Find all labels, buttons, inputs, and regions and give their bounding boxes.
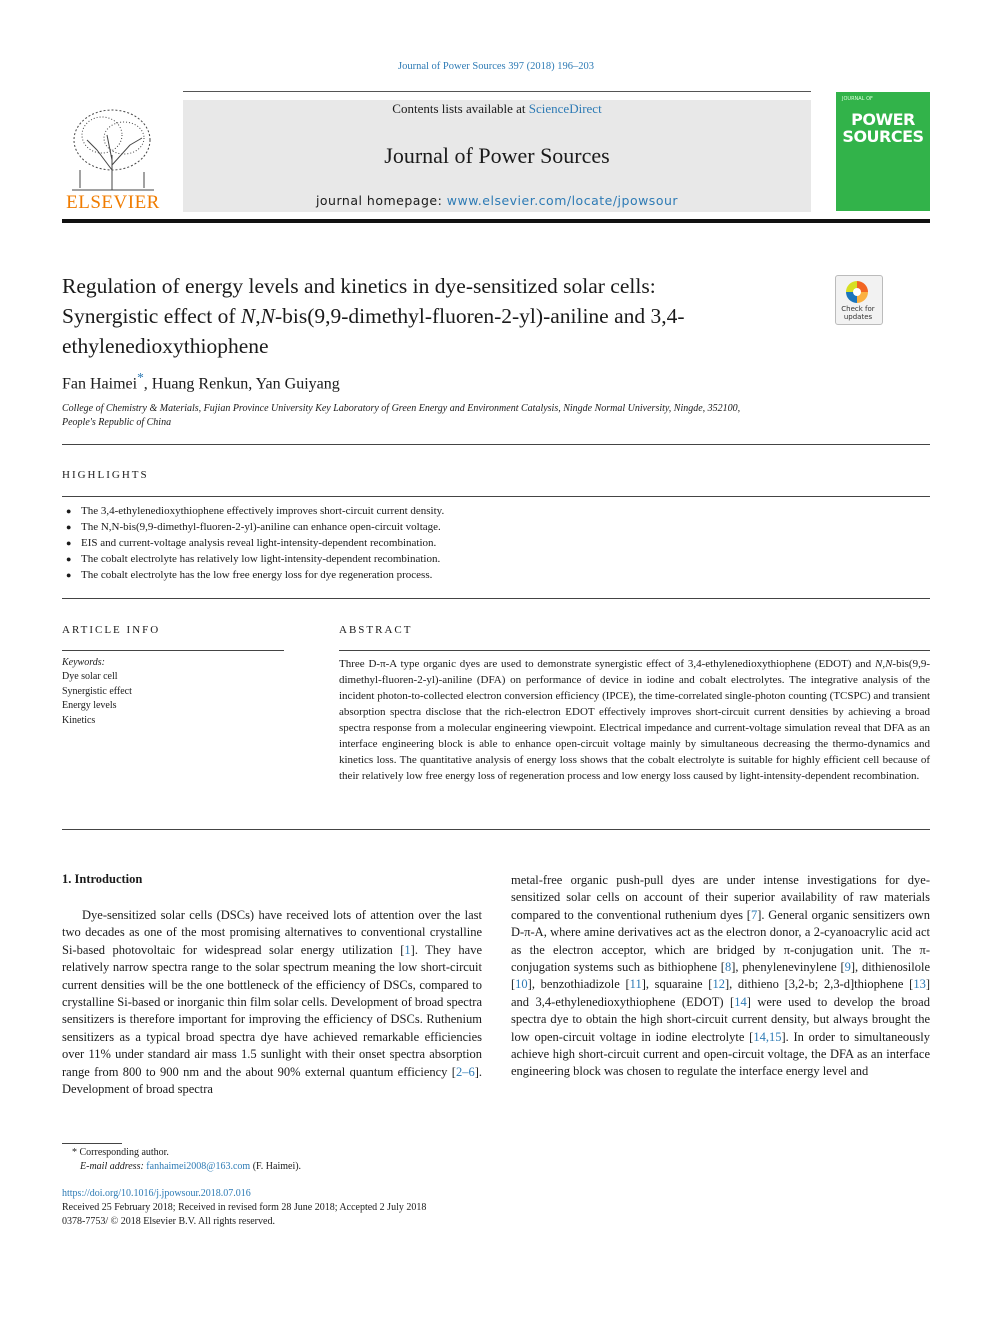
section-rule (62, 496, 930, 497)
header-thick-rule (62, 219, 930, 223)
highlight-text: EIS and current-voltage analysis reveal light-intensity-dependent recombination. (81, 537, 437, 549)
highlight-item (66, 535, 444, 551)
body-text: ], dithienosilole [ (511, 960, 930, 992)
cover-title (836, 111, 930, 145)
bullet-icon: ● (66, 554, 72, 564)
body-text: ], phenylenevinylene [ (731, 960, 845, 975)
abstract-rule (339, 650, 930, 651)
reference-link[interactable]: 13 (913, 977, 926, 992)
body-text: ] and 3,4-ethylenedioxythiophene (EDOT) [ (511, 977, 930, 1009)
highlights-heading: HIGHLIGHTS (62, 469, 149, 481)
highlight-text: The cobalt electrolyte has the low free energy loss for dye regeneration process. (81, 569, 433, 581)
check-updates-line2: updates (843, 313, 873, 321)
keyword-item: Synergistic effect (62, 685, 132, 697)
body-text: ], squaraine [ (641, 977, 713, 992)
highlight-item (66, 519, 444, 535)
homepage-line (183, 193, 811, 208)
body-text: ]. They have relatively narrow spectra range to the solar spectrum meaning the low short-circuit current densities will be the one bottleneck of the efficiency of DSCs, compared to crystalline Si-based or inorganic thin film solar cells. Development of broad spectra sensitizers is therefore important for improving the efficiency of DSCs. Ruthenium sensitizers as a typical broad spectra dye have achieved remarkable efficiencies over 11% under standard air mass 1.5 sunlight with their onset spectra absorption range from 800 to 900 nm and the about 90% external quantum efficiency [ (62, 942, 482, 1079)
header-rule (183, 91, 811, 92)
check-updates-icon-center (853, 288, 861, 296)
affiliation-line: People's Republic of China (62, 417, 172, 428)
keywords-block (62, 656, 132, 728)
journal-citation[interactable]: Journal of Power Sources 397 (2018) 196–203 (398, 61, 594, 72)
author-list (62, 370, 340, 393)
bullet-icon: ● (66, 538, 72, 548)
title-line-2 (62, 301, 782, 331)
bullet-icon: ● (66, 506, 72, 516)
highlight-item (66, 503, 444, 519)
body-text: Dye-sensitized solar cells (DSCs) have received lots of attention over the last two decades as one of the most promising alternatives to conventional crystalline Si-based photovoltaic for widespread solar energy utilization [ (62, 908, 482, 957)
section-rule (62, 598, 930, 599)
highlights-list (66, 503, 444, 583)
body-column-right (511, 872, 930, 1081)
highlight-item (66, 551, 444, 567)
author-name[interactable]: Fan Haimei (62, 375, 138, 393)
highlight-item (66, 567, 444, 583)
cover-title-line1: POWER (851, 110, 915, 129)
body-column-left (62, 907, 482, 1098)
body-text: ] were used to develop the broad spectra dye to obtain the high short-circuit current density, but always brought the low open-circuit voltage in iodine electrolyte [ (511, 994, 930, 1044)
contents-prefix: Contents lists available at (392, 101, 529, 116)
body-text: ], benzothiadizole [ (527, 977, 630, 992)
affiliation (62, 402, 822, 430)
highlight-text: The 3,4-ethylenedioxythiophene effectively improves short-circuit current density. (81, 505, 445, 517)
journal-name: Journal of Power Sources (384, 143, 610, 168)
email-link[interactable]: fanhaimei2008@163.com (146, 1161, 251, 1172)
abstract-text (339, 656, 930, 784)
keywords-label: Keywords: (62, 657, 105, 668)
abstract-heading: ABSTRACT (339, 624, 413, 636)
section-rule (62, 829, 930, 830)
cover-small-text: JOURNAL OF (842, 96, 873, 102)
homepage-prefix: journal homepage: (315, 193, 447, 208)
copyright: 0378-7753/ © 2018 Elsevier B.V. All rights reserved. (62, 1216, 275, 1227)
article-title (62, 271, 782, 361)
bullet-icon: ● (66, 570, 72, 580)
article-metadata (62, 1187, 426, 1229)
abstract-italic: N,N (874, 658, 893, 670)
doi-link[interactable]: https://doi.org/10.1016/j.jpowsour.2018.07.016 (62, 1188, 251, 1199)
title-text: -bis(9,9-dimethyl-fluoren-2-yl)-aniline and 3,4- (274, 304, 685, 328)
elsevier-wordmark: ELSEVIER (66, 192, 160, 213)
corresponding-author-note: * Corresponding author. (72, 1147, 169, 1158)
highlight-text: The N,N-bis(9,9-dimethyl-fluoren-2-yl)-aniline can enhance open-circuit voltage. (81, 521, 441, 533)
contents-line (183, 101, 811, 117)
keyword-item: Dye solar cell (62, 671, 118, 683)
title-text: Synergistic effect of (62, 304, 241, 328)
section-rule (62, 444, 930, 445)
footnotes (62, 1146, 301, 1174)
introduction-heading: 1. Introduction (62, 872, 143, 886)
affiliation-line: College of Chemistry & Materials, Fujian Province University Key Laboratory of Green Energy and Environment Catalysis, Ningde Normal University, Ningde, 352100, (62, 403, 741, 414)
sciencedirect-link[interactable]: ScienceDirect (528, 101, 602, 116)
email-line (62, 1160, 301, 1174)
reference-link[interactable]: 7 (750, 907, 758, 922)
body-text: ]. In order to simultaneously achieve high short-circuit current and open-circuit voltage, the DFA as an interface engineering block was chosen to regulate the interface energy level and (511, 1029, 930, 1079)
received-dates: Received 25 February 2018; Received in revised form 28 June 2018; Accepted 2 July 2018 (62, 1202, 427, 1213)
reference-link[interactable]: 12 (712, 977, 725, 992)
author-names-rest: , Huang Renkun, Yan Guiyang (143, 375, 340, 393)
article-info-heading: ARTICLE INFO (62, 624, 161, 636)
reference-link[interactable]: 2–6 (455, 1064, 475, 1079)
reference-link[interactable]: 14 (734, 994, 747, 1009)
body-text: ]. Development of broad spectra (62, 1064, 482, 1097)
bullet-icon: ● (66, 522, 72, 532)
keyword-item: Energy levels (62, 700, 117, 712)
body-text: metal-free organic push-pull dyes are under intense investigations for dye-sensitized solar cells on account of their superior availability of raw materials compared to the conventional ruthenium dyes [ (511, 873, 930, 922)
title-line-1: Regulation of energy levels and kinetics in dye-sensitized solar cells: (62, 274, 656, 298)
reference-link[interactable]: 8 (724, 960, 732, 975)
title-line-3: ethylenedioxythiophene (62, 334, 269, 358)
check-updates-line1: Check for (841, 305, 875, 313)
homepage-link[interactable]: www.elsevier.com/locate/jpowsour (446, 193, 679, 208)
body-text: ], dithieno [3,2-b; 2,3-d]thiophene [ (724, 977, 914, 992)
email-suffix: (F. Haimei). (250, 1161, 302, 1172)
corresponding-author-mark[interactable]: * (137, 370, 144, 385)
reference-link[interactable]: 14,15 (753, 1029, 782, 1044)
reference-link[interactable]: 10 (515, 977, 528, 992)
check-updates-label (835, 305, 881, 321)
abstract-text-part: Three D-π-A type organic dyes are used to demonstrate synergistic effect of 3,4-ethylenedioxythiophene (EDOT) and (339, 658, 875, 670)
title-italic: N,N (240, 304, 275, 328)
email-label: E-mail address: (80, 1161, 147, 1172)
abstract-text-part: -bis(9,9-dimethyl-fluoren-2-yl)-aniline (DFA) on performance of device in iodine and cobalt electrolytes. The integrative analysis of the incident photon-to-collected electron conversion efficiency (IPCE), the time-correlated single-photon counting (TCSPC) and transient absorption spectra disclose that the rich-electron EDOT effectively improves short-circuit current densities by achieving a broad spectra response from a molecular engineering viewpoint. Electrical impedance and current-voltage simulation reveal that DFA as an interface engineering block is able to enhance open-circuit voltage mainly by simultaneous decreasing the thermo-dynamics and kinetics loss. The quantitative analysis of energy loss shows that the cobalt electrolyte is suitable for highly efficient cell because of their relatively low free energy loss of regeneration process and low energy loss caused by light-intensity-dependent recombination. (339, 658, 930, 782)
article-info-rule (62, 650, 284, 651)
reference-link[interactable]: 9 (844, 960, 851, 975)
reference-link[interactable]: 1 (404, 942, 411, 957)
footnote-rule (62, 1143, 122, 1144)
body-text: ]. General organic sensitizers own D-π-A, where amine derivatives act as the electron donor, a 2-cyanoacrylic acid act as the electron acceptor, which are bridged by π-conjugation unit. The π-conjugation systems such as bithiophene [ (511, 907, 930, 975)
reference-link[interactable]: 11 (629, 977, 642, 992)
keyword-item: Kinetics (62, 714, 96, 726)
highlight-text: The cobalt electrolyte has relatively low light-intensity-dependent recombination. (81, 553, 441, 565)
cover-title-line2: SOURCES (842, 127, 924, 146)
